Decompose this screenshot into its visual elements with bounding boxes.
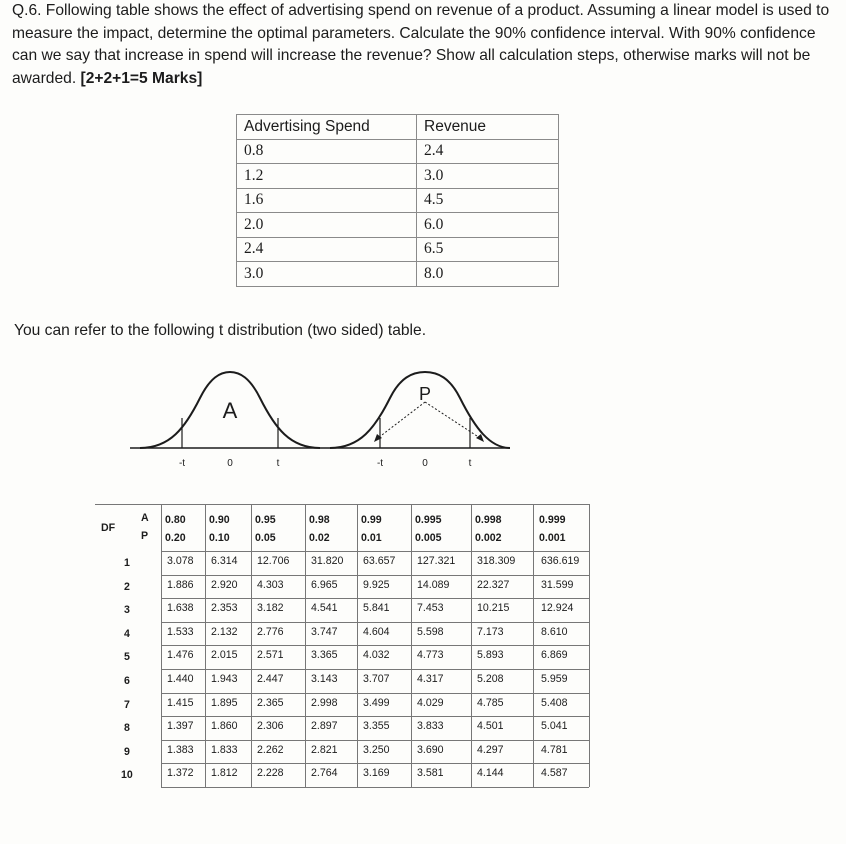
a-value-header: 0.998	[475, 514, 502, 526]
tick-zero: 0	[227, 458, 233, 469]
critical-value-cell: 63.657	[363, 555, 396, 567]
critical-value-cell: 1.533	[167, 625, 194, 638]
spend-cell: 1.6	[237, 188, 417, 213]
tick-pos-t: t	[468, 458, 472, 469]
revenue-cell: 8.0	[417, 262, 559, 287]
critical-value-cell: 5.959	[541, 673, 568, 685]
critical-value-cell: 3.833	[417, 720, 444, 733]
critical-value-cell: 4.785	[477, 696, 504, 709]
df-value: 2	[124, 580, 130, 593]
tail-label-p: P	[418, 384, 432, 404]
df-value: 9	[124, 745, 130, 758]
critical-value-cell: 1.833	[211, 743, 238, 756]
critical-value-cell: 636.619	[541, 555, 580, 567]
critical-value-cell: 3.250	[363, 743, 390, 756]
df-value: 5	[124, 651, 130, 664]
grid-divider	[161, 598, 589, 599]
revenue-cell: 3.0	[417, 164, 559, 189]
critical-value-cell: 3.581	[417, 767, 444, 780]
critical-value-cell: 10.215	[477, 602, 510, 615]
spend-cell: 0.8	[237, 139, 417, 164]
df-value: 10	[121, 769, 133, 782]
critical-value-cell: 31.599	[541, 578, 574, 591]
df-header: DF	[101, 522, 116, 534]
table-row	[237, 188, 559, 213]
critical-value-cell: 1.860	[211, 720, 238, 733]
tick-pos-t: t	[276, 458, 280, 469]
critical-value-cell: 3.355	[363, 720, 390, 733]
critical-value-cell: 1.415	[167, 696, 194, 709]
critical-value-cell: 4.144	[477, 767, 504, 780]
critical-value-cell: 7.453	[417, 602, 444, 615]
critical-value-cell: 3.690	[417, 743, 444, 756]
p-value-header: 0.002	[475, 532, 502, 544]
critical-value-cell: 3.499	[363, 696, 390, 709]
critical-value-cell: 5.408	[541, 696, 568, 709]
t-distribution-diagram	[130, 358, 510, 478]
p-value-header: 0.005	[415, 532, 442, 544]
critical-value-cell: 5.841	[363, 602, 390, 615]
critical-value-cell: 1.812	[211, 767, 238, 780]
table-row	[237, 262, 559, 287]
critical-value-cell: 4.501	[477, 720, 504, 733]
critical-value-cell: 4.303	[257, 578, 284, 591]
critical-value-cell: 5.041	[541, 720, 568, 733]
critical-value-cell: 3.365	[311, 649, 338, 662]
critical-value-cell: 2.998	[311, 696, 338, 709]
critical-value-cell: 1.383	[167, 743, 194, 756]
critical-value-cell: 2.365	[257, 696, 284, 709]
critical-value-cell: 2.821	[311, 743, 338, 756]
p-value-header: 0.05	[255, 532, 276, 544]
critical-value-cell: 1.638	[167, 602, 194, 615]
a-value-header: 0.95	[255, 514, 276, 526]
critical-value-cell: 2.571	[257, 649, 284, 662]
grid-divider	[161, 669, 589, 670]
critical-value-cell: 2.920	[211, 578, 238, 591]
tick-neg-t: -t	[178, 458, 186, 469]
a-value-header: 0.98	[309, 514, 330, 526]
critical-value-cell: 1.886	[167, 578, 194, 591]
critical-value-cell: 1.943	[211, 673, 238, 685]
df-value: 3	[124, 604, 130, 617]
refer-text: You can refer to the following t distribution (two sided) table.	[14, 322, 427, 339]
col-header-advertising-spend: Advertising Spend	[237, 115, 417, 140]
critical-value-cell: 1.397	[167, 720, 194, 733]
grid-divider	[161, 645, 589, 646]
critical-value-cell: 6.314	[211, 555, 238, 567]
grid-divider	[161, 551, 589, 552]
df-value: 6	[124, 675, 130, 687]
critical-value-cell: 7.173	[477, 625, 504, 638]
critical-value-cell: 4.032	[363, 649, 390, 662]
critical-value-cell: 2.132	[211, 625, 238, 638]
critical-value-cell: 4.587	[541, 767, 568, 780]
tick-neg-t: -t	[376, 458, 384, 469]
critical-value-cell: 3.707	[363, 673, 390, 685]
critical-value-cell: 8.610	[541, 625, 568, 638]
critical-value-cell: 4.297	[477, 743, 504, 756]
question-marks: [2+2+1=5 Marks]	[80, 69, 203, 87]
critical-value-cell: 3.143	[311, 673, 338, 685]
two-sided-area-curve	[130, 372, 330, 469]
critical-value-cell: 6.965	[311, 578, 338, 591]
spend-cell: 3.0	[237, 262, 417, 287]
critical-value-cell: 5.598	[417, 625, 444, 638]
critical-value-cell: 12.706	[257, 555, 290, 567]
critical-value-cell: 127.321	[417, 555, 456, 567]
critical-value-cell: 4.541	[311, 602, 338, 615]
p-value-header: 0.20	[165, 532, 186, 544]
grid-divider	[161, 693, 589, 694]
grid-divider	[161, 575, 589, 576]
two-sided-tail-curve	[330, 372, 510, 469]
a-value-header: 0.999	[539, 514, 566, 526]
revenue-cell: 6.0	[417, 213, 559, 238]
critical-value-cell: 4.773	[417, 649, 444, 662]
tick-zero: 0	[422, 458, 428, 469]
col-header-revenue: Revenue	[417, 115, 559, 140]
grid-divider	[589, 504, 590, 787]
p-value-header: 0.01	[361, 532, 382, 544]
table-row	[237, 237, 559, 262]
critical-value-cell: 2.262	[257, 743, 284, 756]
critical-value-cell: 5.893	[477, 649, 504, 662]
critical-value-cell: 14.089	[417, 578, 450, 591]
critical-value-cell: 22.327	[477, 578, 510, 591]
area-label-a: A	[222, 398, 238, 423]
p-value-header: 0.10	[209, 532, 230, 544]
p-value-header: 0.02	[309, 532, 330, 544]
revenue-cell: 4.5	[417, 188, 559, 213]
grid-divider	[161, 622, 589, 623]
a-row-label: A	[141, 512, 149, 524]
critical-value-cell: 3.169	[363, 767, 390, 780]
grid-divider	[161, 740, 589, 741]
critical-value-cell: 5.208	[477, 673, 504, 685]
critical-value-cell: 2.897	[311, 720, 338, 733]
critical-value-cell: 4.781	[541, 743, 568, 756]
critical-value-cell: 2.353	[211, 602, 238, 615]
a-value-header: 0.90	[209, 514, 230, 526]
spend-cell: 2.4	[237, 237, 417, 262]
a-value-header: 0.995	[415, 514, 442, 526]
critical-value-cell: 4.604	[363, 625, 390, 638]
critical-value-cell: 2.228	[257, 767, 284, 780]
critical-value-cell: 1.440	[167, 673, 194, 685]
grid-divider	[161, 763, 589, 764]
a-value-header: 0.80	[165, 514, 186, 526]
critical-value-cell: 9.925	[363, 578, 390, 591]
critical-value-cell: 1.476	[167, 649, 194, 662]
df-value: 1	[124, 557, 130, 569]
grid-divider	[161, 787, 589, 788]
grid-divider	[95, 504, 589, 505]
critical-value-cell: 12.924	[541, 602, 574, 615]
p-row-label: P	[141, 530, 149, 542]
critical-value-cell: 2.306	[257, 720, 284, 733]
df-value: 8	[124, 722, 130, 735]
spend-cell: 2.0	[237, 213, 417, 238]
critical-value-cell: 1.895	[211, 696, 238, 709]
critical-value-cell: 1.372	[167, 767, 194, 780]
table-row	[237, 139, 559, 164]
question-text	[12, 0, 838, 90]
revenue-cell: 2.4	[417, 139, 559, 164]
grid-divider	[161, 716, 589, 717]
critical-value-cell: 2.764	[311, 767, 338, 780]
df-value: 7	[124, 698, 130, 711]
table-header-row	[237, 115, 559, 140]
table-row	[237, 164, 559, 189]
critical-value-cell: 2.776	[257, 625, 284, 638]
question-body: Q.6. Following table shows the effect of advertising spend on revenue of a product. Assuming a linear model is used to measure the impact, determine the optimal parameters. Calculate the 90% confidence interval. With 90% confidence can we say that increase in spend will increase the revenue? Show all calculation steps, otherwise marks will not be awarded.	[12, 2, 830, 87]
critical-value-cell: 318.309	[477, 555, 516, 567]
critical-value-cell: 4.029	[417, 696, 444, 709]
critical-value-cell: 2.447	[257, 673, 284, 685]
advertising-revenue-table	[236, 114, 559, 287]
critical-value-cell: 3.747	[311, 625, 338, 638]
critical-value-cell: 6.869	[541, 649, 568, 662]
revenue-cell: 6.5	[417, 237, 559, 262]
critical-value-cell: 2.015	[211, 649, 238, 662]
critical-value-cell: 3.078	[167, 555, 194, 567]
spend-cell: 1.2	[237, 164, 417, 189]
p-value-header: 0.001	[539, 532, 566, 544]
table-row	[237, 213, 559, 238]
critical-value-cell: 31.820	[311, 555, 344, 567]
a-value-header: 0.99	[361, 514, 382, 526]
critical-value-cell: 3.182	[257, 602, 284, 615]
critical-value-cell: 4.317	[417, 673, 444, 685]
df-value: 4	[124, 627, 130, 640]
